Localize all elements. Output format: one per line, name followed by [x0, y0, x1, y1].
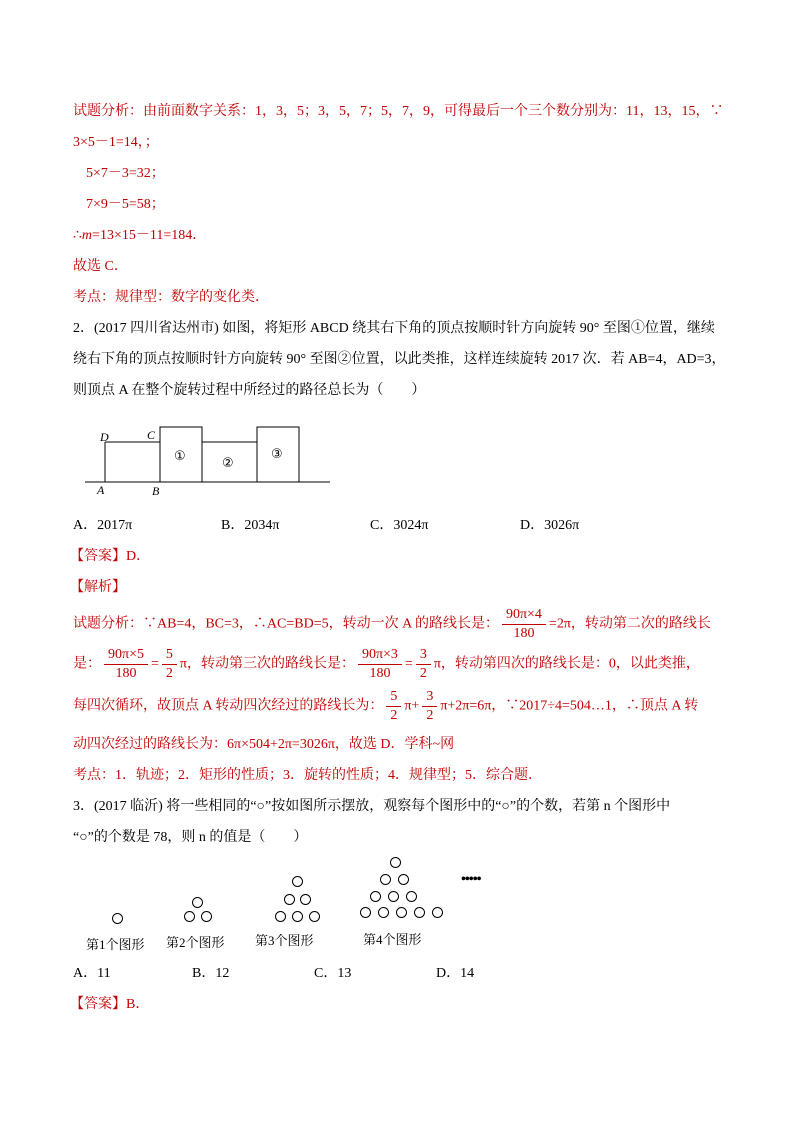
q3-figure-label-3: 第3个图形: [255, 933, 314, 948]
circle: [201, 911, 212, 922]
q3-line-2: “○”的个数是 78，则 n 的值是（ ）: [73, 830, 308, 845]
q2-option-d: D．3026π: [520, 518, 580, 533]
circle: [184, 911, 195, 922]
circle: [292, 876, 303, 887]
kaodian-1: 考点：规律型：数字的变化类．: [73, 290, 269, 305]
ellipsis-dots: •••••: [461, 872, 481, 887]
circle: [378, 907, 389, 918]
analysis-line-1: 试题分析：由前面数字关系：1，3，5；3，5，7；5，7，9，可得最后一个三个数分别为：11，13，15，∵: [73, 104, 724, 119]
circle: [292, 911, 303, 922]
q2-option-c: C．3024π: [370, 518, 429, 533]
circle: [380, 874, 391, 885]
analysis-line-4: 7×9－5=58；: [86, 197, 165, 212]
analysis-line-5: ∴m=13×15－11=184．: [73, 228, 207, 243]
fraction-3: $\frac{5}{2}$: [162, 646, 177, 683]
circle: [309, 911, 320, 922]
fraction-4: $\frac{90\pi\times 3}{180}$: [358, 646, 402, 683]
fraction-1: $\frac{90\pi\times 4}{180}$: [502, 606, 546, 643]
q3-figure-label-1: 第1个图形: [86, 937, 145, 952]
circle: [275, 911, 286, 922]
analysis-line-2: 3×5－1=14，；: [73, 135, 159, 150]
q2-line-3: 则顶点 A 在整个旋转过程中所经过的路径总长为（ ）: [73, 383, 426, 398]
circle: [192, 897, 203, 908]
label-d: D: [100, 430, 109, 444]
q2-solution-line-1: 试题分析：∵AB=4，BC=3，∴AC=BD=5，转动一次 A 的路线长是： $\frac{90\pi\times 4}{180}$ =2π，转动第二次的路线长: [73, 607, 711, 641]
label-position-2: ②: [222, 456, 234, 471]
circle: [414, 907, 425, 918]
circle: [360, 907, 371, 918]
q3-line-1: 3．(2017 临沂) 将一些相同的“○”按如图所示摆放，观察每个图形中的“○”的个数，若第 n 个图形中: [73, 799, 671, 814]
circle: [284, 894, 295, 905]
circle: [112, 913, 123, 924]
q2-answer: 【答案】D．: [70, 549, 151, 564]
q3-option-c: C．13: [314, 966, 352, 981]
q3-option-b: B．12: [192, 966, 230, 981]
q2-jiexi: 【解析】: [70, 580, 126, 595]
q2-rotation-figure: [85, 422, 335, 500]
fraction-2: $\frac{90\pi\times 5}{180}$: [104, 646, 148, 683]
circle: [370, 891, 381, 902]
circle: [390, 857, 401, 868]
fraction-6: $\frac{5}{2}$: [386, 688, 401, 725]
label-position-1: ①: [174, 449, 186, 464]
circle: [300, 894, 311, 905]
fraction-7: $\frac{3}{2}$: [422, 688, 437, 725]
q2-solution-line-4: 动四次经过的路线长为：6π×504+2π=3026π，故选 D．学科~网: [73, 737, 455, 752]
q2-option-b: B．2034π: [221, 518, 280, 533]
label-b: B: [152, 484, 160, 498]
q2-solution-line-3: 每四次循环，故顶点 A 转动四次经过的路线长为： $\frac{5}{2}$ π+ $\frac{3}{2}$ π+2π=6π，∵2017÷4=504…1，∴顶点 A 转: [73, 689, 699, 723]
circle: [432, 907, 443, 918]
analysis-choice: 故选 C．: [73, 259, 128, 274]
q3-figure-label-4: 第4个图形: [363, 932, 422, 947]
q3-option-a: A．11: [73, 966, 111, 981]
circle: [406, 891, 417, 902]
q3-option-d: D．14: [436, 966, 475, 981]
label-position-3: ③: [271, 447, 283, 462]
circle: [396, 907, 407, 918]
fraction-5: $\frac{3}{2}$: [416, 646, 431, 683]
label-c: C: [147, 428, 156, 442]
circle: [398, 874, 409, 885]
q2-option-a: A．2017π: [73, 518, 133, 533]
q2-solution-line-2: 是： $\frac{90\pi\times 5}{180}$ = $\frac{5}{2}$ π，转动第三次的路线长是： $\frac{90\pi\times 3}{180}$ = $\frac{3}{2}$ π，转动第四次的路线长是：0，以此类推，: [73, 647, 700, 681]
analysis-line-3: 5×7－3=32；: [86, 166, 165, 181]
label-a: A: [97, 483, 105, 497]
q2-line-1: 2．(2017 四川省达州市) 如图，将矩形 ABCD 绕其右下角的顶点按顺时针方向旋转 90° 至图①位置，继续: [73, 321, 715, 336]
q3-answer: 【答案】B．: [70, 997, 150, 1012]
kaodian-2: 考点：1．轨迹；2．矩形的性质；3．旋转的性质；4．规律型；5．综合题．: [73, 768, 542, 783]
q2-line-2: 绕右下角的顶点按顺时针方向旋转 90° 至图②位置，以此类推，这样连续旋转 2017 次．若 AB=4，AD=3，: [73, 352, 726, 367]
circle: [388, 891, 399, 902]
q3-figure-label-2: 第2个图形: [166, 935, 225, 950]
